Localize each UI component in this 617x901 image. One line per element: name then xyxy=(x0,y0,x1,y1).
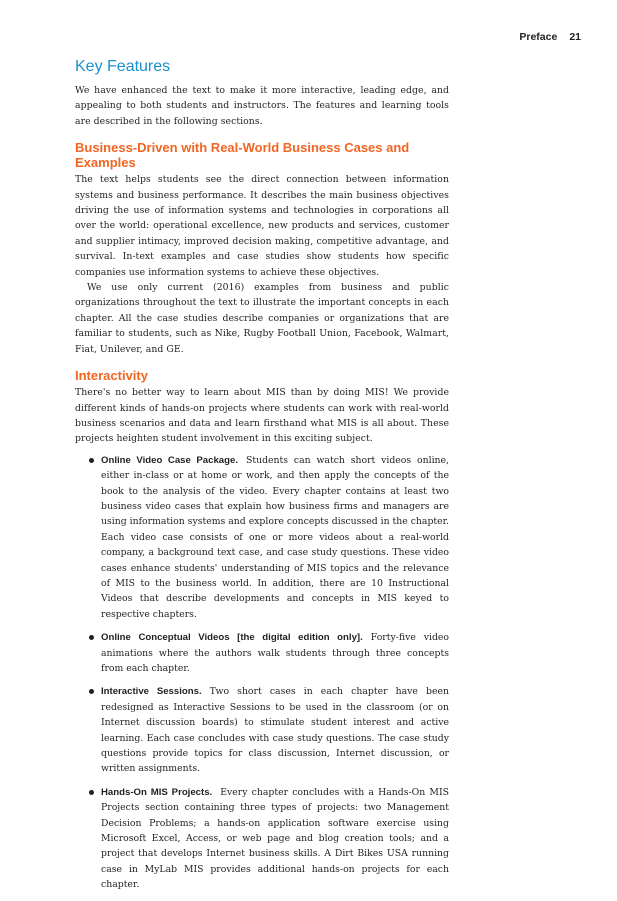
page-number: 21 xyxy=(569,31,581,43)
list-item-text: Students can watch short videos online, either in-class or at home or work, and then apply the concepts of the book to the analysis of the video. Every chapter contains at least two business video cases that explain how business firms and managers are using information systems and explore concepts discussed in the chapter. Each video case consists of one or more videos about a real-world company, a background text case, and case study questions. These video cases enhance students' understanding of MIS topics and the relevance of MIS to the business world. In addition, there are 10 Instructional Videos that describe developments and concepts in MIS keyed to respective chapters. xyxy=(101,454,450,620)
bullet-icon xyxy=(89,689,94,694)
list-item-text: Forty-five video animations where the authors walk students through three concepts from each chapter. xyxy=(101,632,449,674)
list-item xyxy=(89,453,449,622)
heading-key-features: Key Features xyxy=(75,58,171,75)
content xyxy=(75,53,449,901)
list-item xyxy=(89,684,449,776)
list-item-title: Online Video Case Package. xyxy=(101,454,238,466)
running-header xyxy=(519,31,581,43)
list-item xyxy=(89,630,449,676)
business-driven-para-1: The text helps students see the direct connection between information systems and business performance. It describes the main business objectives driving the use of information systems and technologies in corporations all over the world: operational excellence, new products and services, customer and supplier intimacy, improved decision making, competitive advantage, and survival. In-text examples and case studies show students how specific companies use information systems to achieve these objectives. xyxy=(75,174,449,278)
list-item-text: Two short cases in each chapter have been redesigned as Interactive Sessions to be used in the classroom (or on Internet discussion boards) to stimulate student interest and active learning. Each case concludes with case study questions. The case study questions provide topics for class discussion, Internet discussion, or written assignments. xyxy=(101,686,449,775)
heading-interactivity: Interactivity xyxy=(75,368,148,384)
business-driven-para-2: We use only current (2016) examples from business and public organizations throughout the text to illustrate the important concepts in each chapter. All the case studies describe companies or organizations that are familiar to students, such as Nike, Rugby Football Union, Facebook, Walmart, Fiat, Unilever, and GE. xyxy=(75,282,449,355)
list-item-text: Every chapter concludes with a Hands-On MIS Projects section containing three types of projects: two Management Decision Problems; a hands-on application software exercise using Microsoft Excel, Access, or web page and blog creation tools; and a project that develops Internet business skills. A Dirt Bikes USA running case in MyLab MIS provides additional hands-on projects for each chapter. xyxy=(101,786,449,891)
feature-list xyxy=(75,453,449,893)
key-features-intro: We have enhanced the text to make it more interactive, leading edge, and appealing to both students and instructors. The features and learning tools are described in the following sections. xyxy=(75,85,449,127)
interactivity-intro: There's no better way to learn about MIS than by doing MIS! We provide different kinds of hands-on projects where students can work with real-world business scenarios and data and learn firsthand what MIS is all about. These projects heighten student involvement in this exciting subject. xyxy=(75,387,449,445)
bullet-icon xyxy=(89,458,94,463)
list-item-title: Online Conceptual Videos [the digital edition only]. xyxy=(101,632,363,644)
list-item xyxy=(89,785,449,893)
bullet-icon xyxy=(89,790,94,795)
heading-business-driven: Business-Driven with Real-World Business Cases and Examples xyxy=(75,140,410,171)
list-item-title: Interactive Sessions. xyxy=(101,686,202,698)
list-item-title: Hands-On MIS Projects. xyxy=(101,786,213,798)
bullet-icon xyxy=(89,635,94,640)
header-section: Preface xyxy=(519,31,558,43)
